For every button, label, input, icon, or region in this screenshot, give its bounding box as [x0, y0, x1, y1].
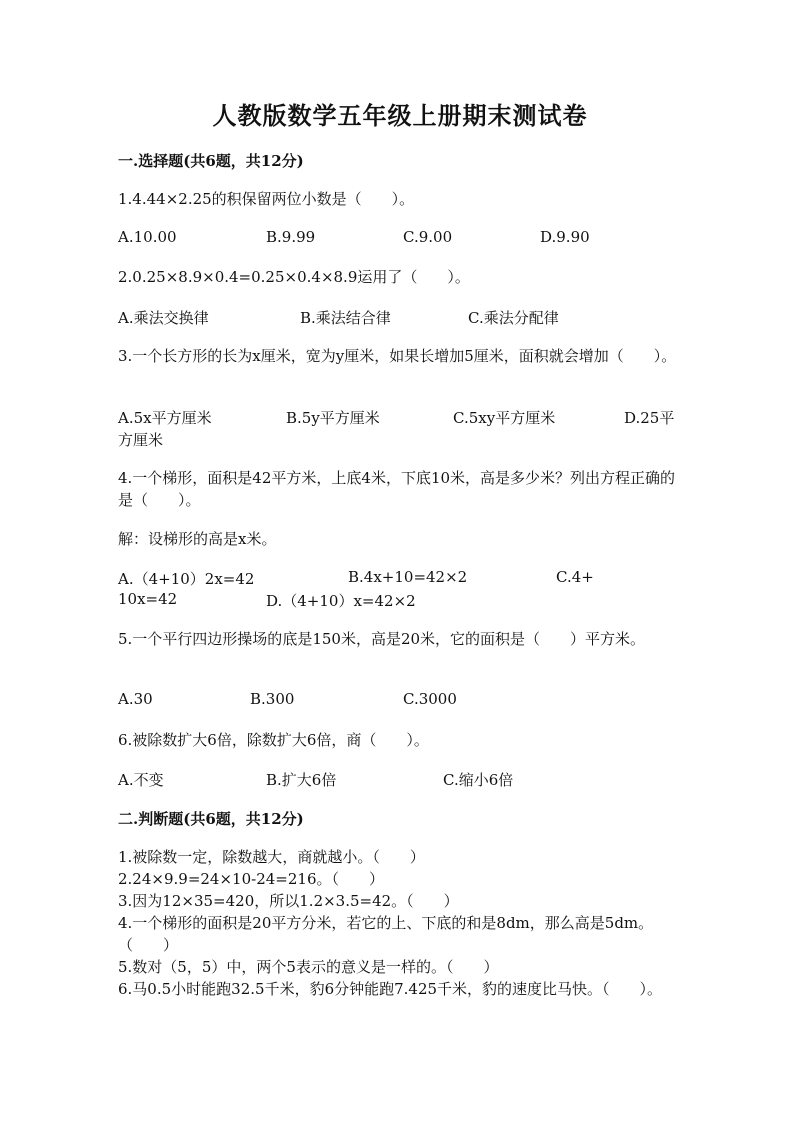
- q4-option-d: D.（4+10）x=42×2: [266, 592, 416, 610]
- question-2: 2.0.25×8.9×0.4=0.25×0.4×8.9运用了（ ）。: [118, 268, 470, 286]
- q3-option-c: C.5xy平方厘米: [453, 409, 556, 427]
- q3-option-d-continued: 方厘米: [118, 431, 164, 449]
- q5-option-a: A.30: [118, 690, 153, 708]
- q1-option-a: A.10.00: [118, 228, 177, 246]
- q5-option-c: C.3000: [403, 690, 457, 708]
- section-1-heading: 一.选择题(共6题，共12分): [118, 152, 304, 170]
- q4-option-c-continued: 10x=42: [118, 590, 178, 608]
- q4-option-b: B.4x+10=42×2: [348, 568, 468, 586]
- question-4: 4.一个梯形，面积是42平方米，上底4米，下底10米，高是多少米？列出方程正确的是（ ）。: [118, 469, 676, 509]
- judgement-item-1: 1.被除数一定，除数越大，商就越小。（ ）: [118, 848, 425, 866]
- q2-option-b: B.乘法结合律: [300, 309, 391, 327]
- q3-option-a: A.5x平方厘米: [118, 409, 212, 427]
- page-title: 人教版数学五年级上册期末测试卷: [212, 101, 588, 130]
- judgement-item-2: 2.24×9.9=24×10-24=216。（ ）: [118, 870, 384, 888]
- q2-option-a: A.乘法交换律: [118, 309, 209, 327]
- question-3: 3.一个长方形的长为x厘米，宽为y厘米，如果长增加5厘米，面积就会增加（ ）。: [118, 347, 677, 365]
- q6-option-b: B.扩大6倍: [266, 771, 337, 789]
- judgement-item-3: 3.因为12×35=420，所以1.2×3.5=42。（ ）: [118, 892, 459, 910]
- q3-option-b: B.5y平方厘米: [286, 409, 380, 427]
- q6-option-a: A.不变: [118, 771, 164, 789]
- q1-option-b: B.9.99: [266, 228, 316, 246]
- q4-option-c: C.4+: [556, 568, 594, 586]
- section-2-heading: 二.判断题(共6题，共12分): [118, 810, 304, 828]
- q5-option-b: B.300: [250, 690, 295, 708]
- q4-solution: 解：设梯形的高是x米。: [118, 530, 277, 548]
- question-6: 6.被除数扩大6倍，除数扩大6倍，商（ ）。: [118, 731, 429, 749]
- q2-option-c: C.乘法分配律: [468, 309, 559, 327]
- q4-option-a: A.（4+10）2x=42: [118, 570, 255, 588]
- judgement-item-5: 5.数对（5，5）中，两个5表示的意义是一样的。（ ）: [118, 958, 499, 976]
- q6-option-c: C.缩小6倍: [443, 771, 514, 789]
- q3-option-d: D.25平: [624, 409, 675, 427]
- q1-option-c: C.9.00: [403, 228, 453, 246]
- judgement-item-4: 4.一个梯形的面积是20平方分米，若它的上、下底的和是8dm，那么高是5dm。（ ）: [118, 914, 654, 954]
- question-1: 1.4.44×2.25的积保留两位小数是（ ）。: [118, 190, 415, 208]
- question-5: 5.一个平行四边形操场的底是150米，高是20米，它的面积是（ ）平方米。: [118, 630, 646, 648]
- q1-option-d: D.9.90: [540, 228, 590, 246]
- judgement-item-6: 6.马0.5小时能跑32.5千米，豹6分钟能跑7.425千米，豹的速度比马快。（ ）。: [118, 980, 663, 998]
